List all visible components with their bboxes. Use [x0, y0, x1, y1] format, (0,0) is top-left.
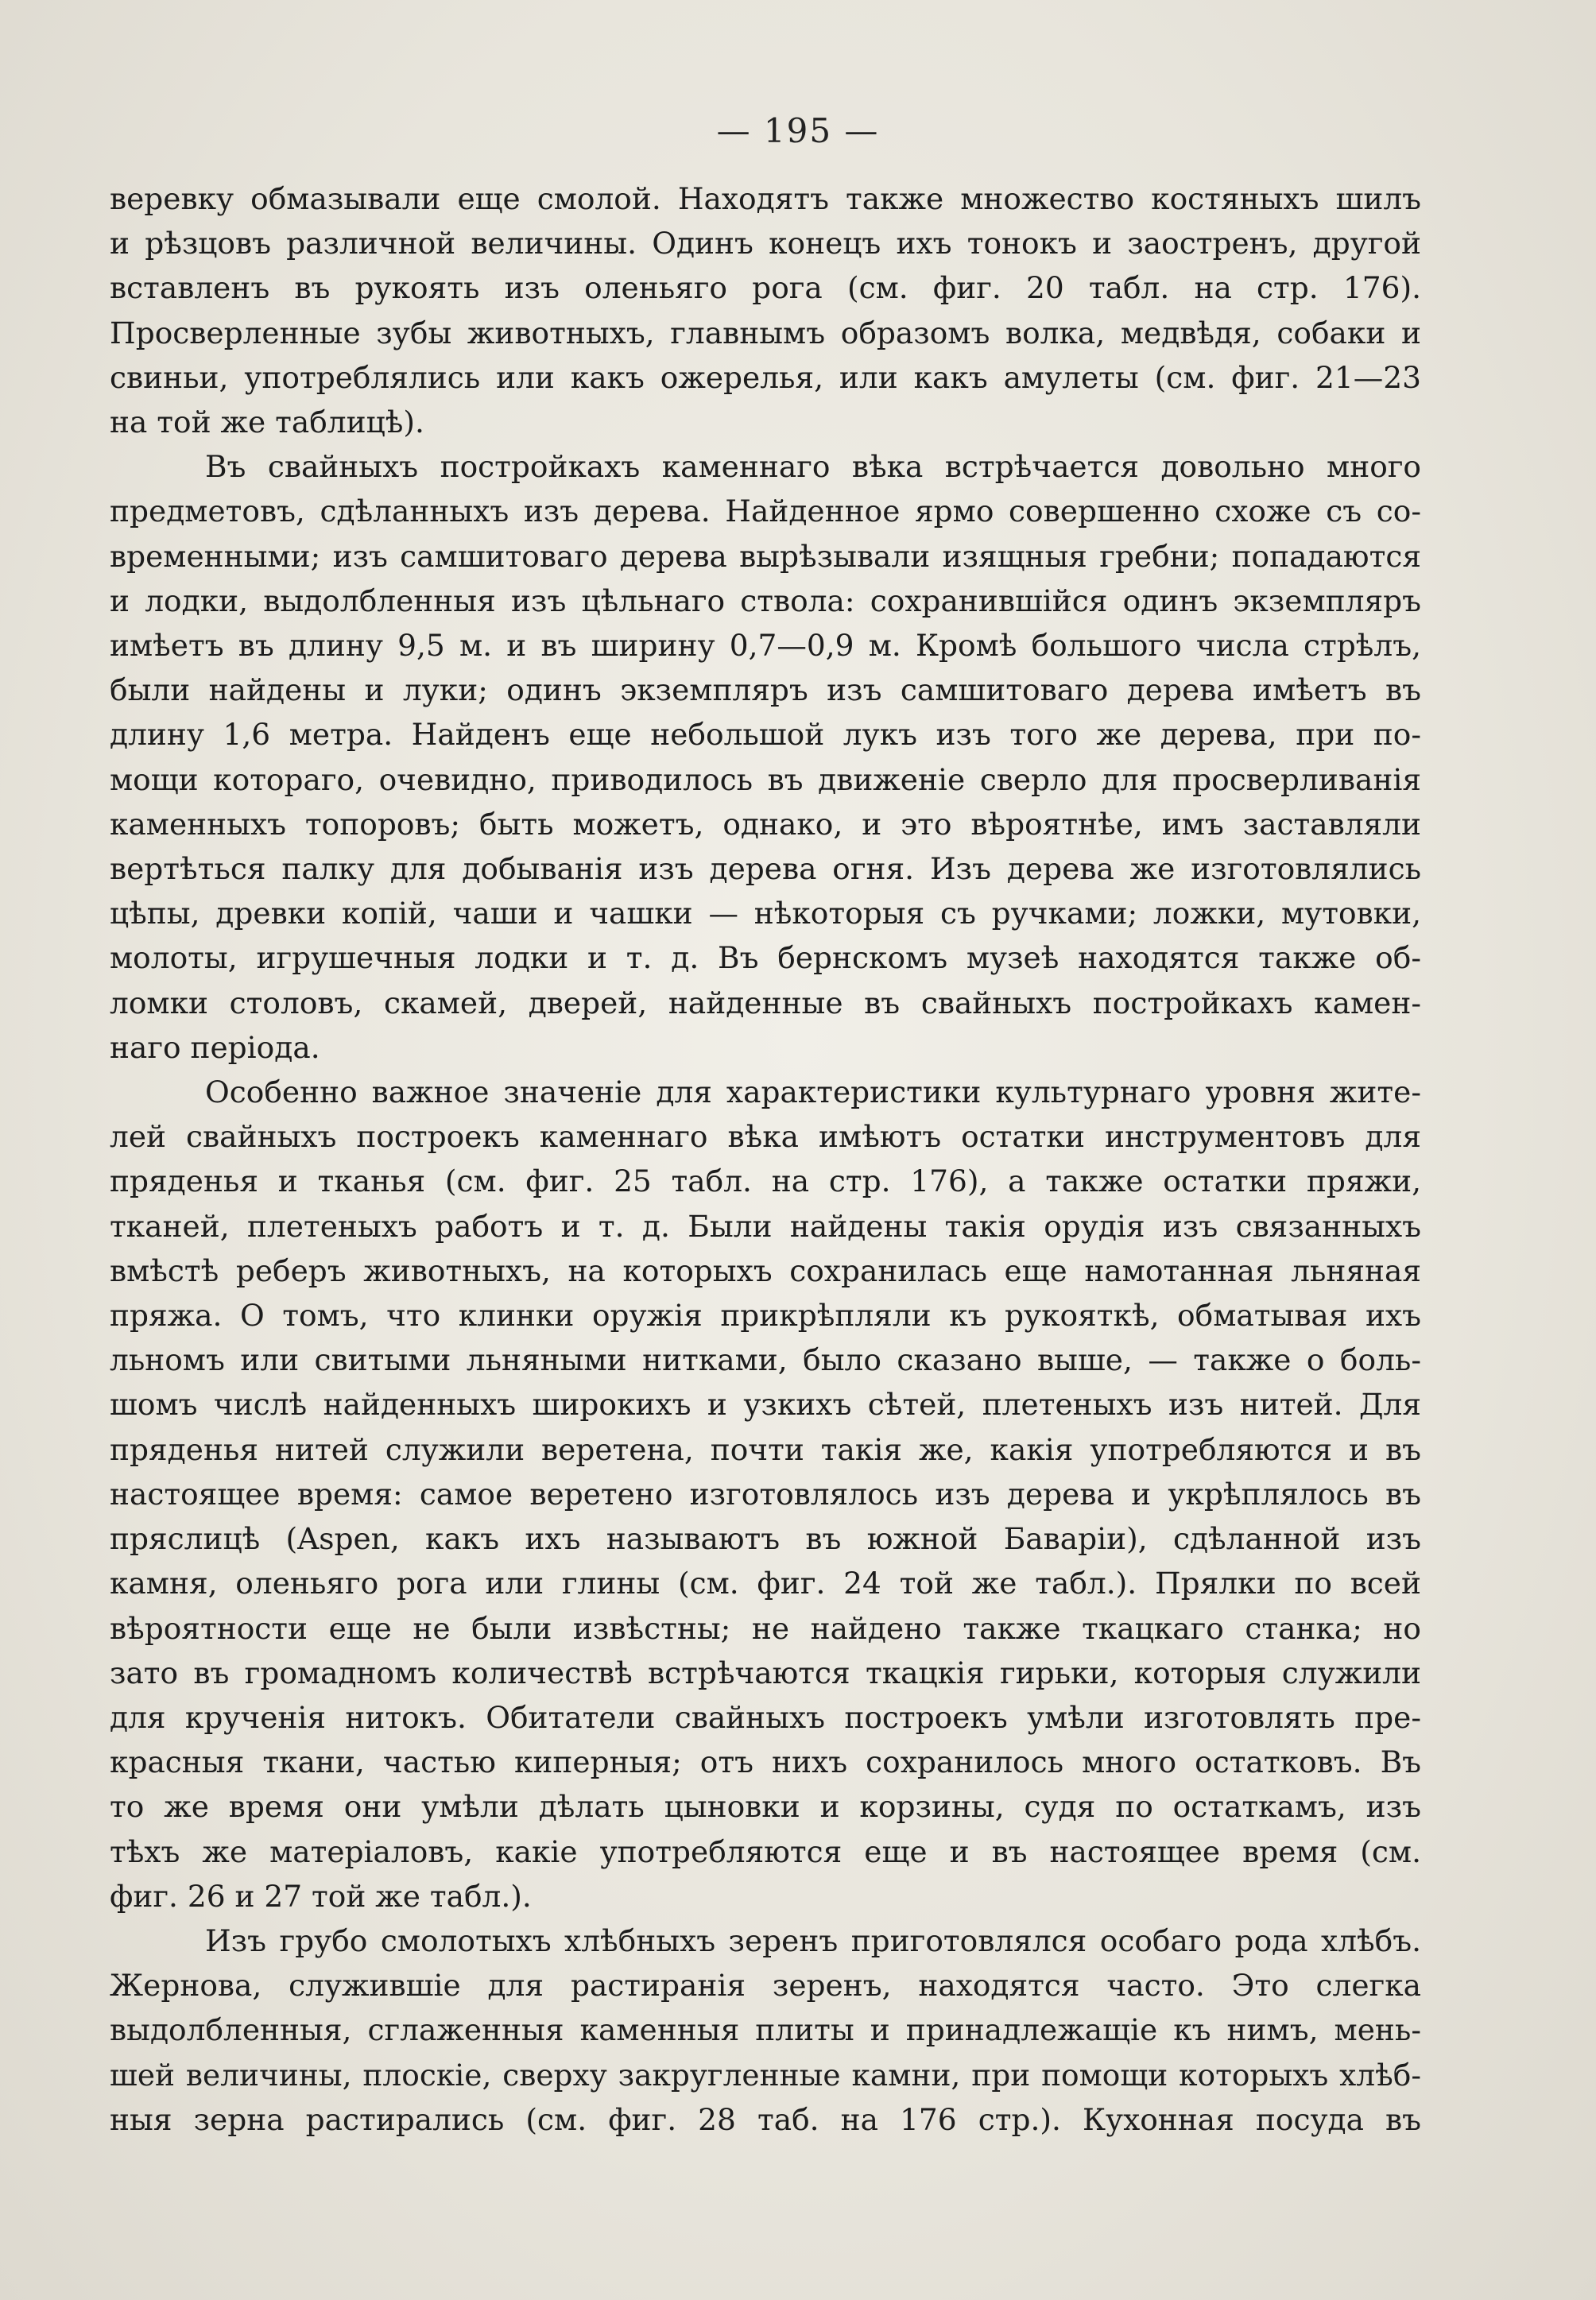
text-line: предметовъ, сдѣланныхъ изъ дерева. Найденное ярмо совершенно схоже съ со- — [110, 494, 1421, 529]
text-line: свиньи, употреблялись или какъ ожерелья, или какъ амулеты (см. фиг. 21—23 — [110, 359, 1421, 395]
text-line: тканей, плетеныхъ работъ и т. д. Были найдены такія орудія изъ связанныхъ — [110, 1208, 1421, 1244]
text-line: тѣхъ же матеріаловъ, какіе употребляются еще и въ настоящее время (см. — [110, 1833, 1421, 1869]
paragraph — [110, 1070, 1421, 1919]
text-line: Въ свайныхъ постройкахъ каменнаго вѣка встрѣчается довольно много — [205, 449, 1421, 485]
text-line: пряслицѣ (Aspen, какъ ихъ называютъ въ южной Баваріи), сдѣланной изъ — [110, 1521, 1421, 1557]
text-line: пряденья и тканья (см. фиг. 25 табл. на стр. 176), а также остатки пряжи, — [110, 1164, 1421, 1199]
text-line: длину 1,6 метра. Найденъ еще небольшой лукъ изъ того же дерева, при по- — [110, 717, 1421, 753]
text-line: Особенно важное значеніе для характеристики культурнаго уровня жите- — [205, 1074, 1421, 1110]
text-line: красныя ткани, частью киперныя; отъ нихъ сохранилось много остатковъ. Въ — [110, 1744, 1421, 1780]
text-line: и рѣзцовъ различной величины. Одинъ конецъ ихъ тонокъ и заостренъ, другой — [110, 226, 1421, 261]
text-line: льномъ или свитыми льняными нитками, было сказано выше, — также о боль- — [110, 1342, 1421, 1378]
text-line: вставленъ въ рукоять изъ оленьяго рога (см. фиг. 20 табл. на стр. 176). — [110, 270, 1421, 306]
text-line: на той же таблицѣ). — [110, 405, 424, 440]
text-line: для крученія нитокъ. Обитатели свайныхъ построекъ умѣли изготовлять пре- — [110, 1699, 1421, 1735]
paragraph — [110, 1919, 1421, 2142]
text-line: камня, оленьяго рога или глины (см. фиг. 24 той же табл.). Прялки по всей — [110, 1566, 1421, 1601]
text-line: каменныхъ топоровъ; быть можетъ, однако, и это вѣроятнѣе, имъ заставляли — [110, 806, 1421, 842]
text-line: вмѣстѣ реберъ животныхъ, на которыхъ сохранилась еще намотанная льняная — [110, 1253, 1421, 1288]
text-line: ныя зерна растирались (см. фиг. 28 таб. на 176 стр.). Кухонная посуда въ — [110, 2101, 1421, 2137]
text-line: Изъ грубо смолотыхъ хлѣбныхъ зеренъ приготовлялся особаго рода хлѣбъ. — [205, 1922, 1421, 1958]
text-line: мощи котораго, очевидно, приводилось въ движеніе сверло для просверливанія — [110, 761, 1421, 797]
text-line: настоящее время: самое веретено изготовлялось изъ дерева и укрѣплялось въ — [110, 1476, 1421, 1512]
text-line: имѣетъ въ длину 9,5 м. и въ ширину 0,7—0,9 м. Кромѣ большого числа стрѣлъ, — [110, 628, 1421, 664]
text-line: цѣпы, древки копій, чаши и чашки — нѣкоторыя съ ручками; ложки, мутовки, — [110, 896, 1421, 931]
text-line: Просверленные зубы животныхъ, главнымъ образомъ волка, медвѣдя, собаки и — [110, 315, 1421, 350]
text-line: выдолбленныя, сглаженныя каменныя плиты и принадлежащіе къ нимъ, мень- — [110, 2012, 1421, 2048]
text-line: и лодки, выдолбленныя изъ цѣльнаго ствола: сохранившійся одинъ экземпляръ — [110, 583, 1421, 618]
paragraph — [110, 444, 1421, 1070]
text-line: ломки столовъ, скамей, дверей, найденные въ свайныхъ постройкахъ камен- — [110, 985, 1421, 1020]
text-line: фиг. 26 и 27 той же табл.). — [110, 1878, 532, 1914]
body-text — [110, 176, 1421, 2142]
text-line: пряжа. О томъ, что клинки оружія прикрѣпляли къ рукояткѣ, обматывая ихъ — [110, 1298, 1421, 1334]
text-line: вѣроятности еще не были извѣстны; не найдено также ткацкаго станка; но — [110, 1610, 1421, 1646]
text-line: зато въ громадномъ количествѣ встрѣчаются ткацкія гирьки, которыя служили — [110, 1655, 1421, 1690]
text-line: то же время они умѣли дѣлать цыновки и корзины, судя по остаткамъ, изъ — [110, 1789, 1421, 1825]
page-number: — 195 — — [716, 111, 880, 150]
text-line: Жернова, служившіе для растиранія зеренъ, находятся часто. Это слегка — [110, 1968, 1421, 2004]
text-line: были найдены и луки; одинъ экземпляръ изъ самшитоваго дерева имѣетъ въ — [110, 672, 1421, 708]
text-line: пряденья нитей служили веретена, почти такія же, какія употребляются и въ — [110, 1431, 1421, 1467]
text-line: вертѣться палку для добыванія изъ дерева огня. Изъ дерева же изготовлялись — [110, 851, 1421, 887]
text-line: временными; изъ самшитоваго дерева вырѣзывали изящныя гребни; попадаются — [110, 538, 1421, 574]
text-line: молоты, игрушечныя лодки и т. д. Въ бернскомъ музеѣ находятся также об- — [110, 940, 1421, 976]
text-line: веревку обмазывали еще смолой. Находятъ также множество костяныхъ шилъ — [110, 181, 1421, 216]
text-line: лей свайныхъ построекъ каменнаго вѣка имѣютъ остатки инструментовъ для — [110, 1119, 1421, 1155]
paragraph — [110, 176, 1421, 444]
text-line: наго періода. — [110, 1029, 320, 1065]
text-line: шей величины, плоскіе, сверху закругленные камни, при помощи которыхъ хлѣб- — [110, 2057, 1421, 2093]
text-line: шомъ числѣ найденныхъ широкихъ и узкихъ сѣтей, плетеныхъ изъ нитей. Для — [110, 1387, 1421, 1423]
